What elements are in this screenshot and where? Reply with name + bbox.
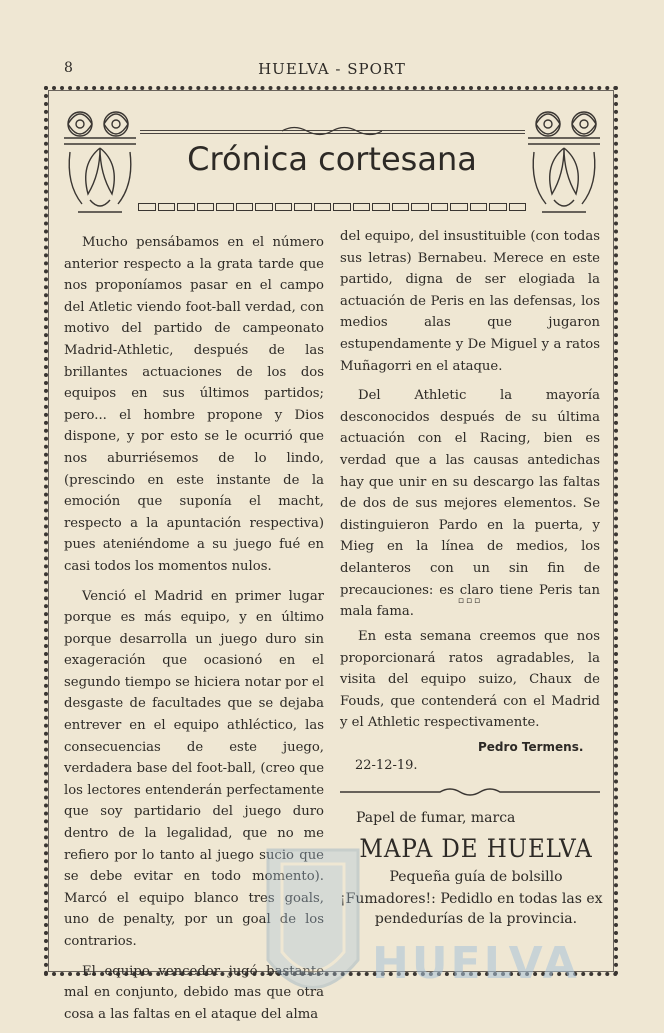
paragraph: Del Athletic la mayoría desconocidos después de su última actuación con el Racing, bien es verdad que a las causas antedichas hay que unir en su descargo las faltas de dos de sus mejores elementos. Se distinguieron Pardo en la puerta, y Mieg en la línea de medios, los delanteros con un sin fin de precauciones: es claro tiene Peris tan mala fama. — [340, 388, 600, 620]
header-center-flourish — [282, 124, 382, 138]
running-title: HUELVA - SPORT — [258, 60, 406, 78]
article-title: Crónica cortesana — [187, 140, 477, 178]
article-right-column-end — [340, 626, 600, 742]
ad-subtitle: Pequeña guía de bolsillo — [389, 869, 563, 885]
ad-line: ¡Fumadores!: Pedidlo en todas las ex — [340, 891, 603, 907]
paragraph: del equipo, del insustituible (con todas sus letras) Bernabeu. Merece en este partido, digna de ser elogiada la actuación de Peris en las defensas, los medios alas que jugaron estupendamente y De Miguel y a ratos Muñagorri en el ataque. — [340, 229, 600, 374]
watermark-text: HUELVA — [372, 938, 580, 989]
ad-brand: MAPA DE HUELVA — [359, 834, 593, 863]
paragraph: En esta semana creemos que nos proporcionará ratos agradables, la visita del equipo suizo, Chaux de Fouds, que contenderá con el Madrid y el Athletic respectivamente. — [340, 629, 600, 731]
paragraph: El equipo vencedor jugó bastante mal en conjunto, debido mas que otra cosa a las faltas en el ataque del alma — [64, 963, 324, 1022]
page-number: 8 — [64, 60, 73, 76]
right-floral-ornament — [524, 104, 604, 216]
ad-line: pendedurías de la provincia. — [374, 911, 578, 927]
ad-intro: Papel de fumar, marca — [356, 810, 516, 826]
section-separator: ▫▫▫ — [457, 596, 483, 606]
article-right-column — [340, 226, 600, 631]
advertisement — [340, 810, 612, 927]
header-chain-border — [138, 203, 526, 213]
divider-rule — [340, 786, 600, 798]
left-floral-ornament — [60, 104, 140, 216]
article-date: 22-12-19. — [355, 758, 418, 773]
author-signature: Pedro Termens. — [478, 740, 584, 754]
paragraph: Mucho pensábamos en el número anterior respecto a la grata tarde que nos proponíamos pasar en el campo del Atletic viendo foot-ball verdad, con motivo del partido de campeonato Madrid-Athletic, después de las brillantes actuaciones de los dos equipos en sus últimos partidos; pero... el hombre propone y Dios dispone, y por esto se le ocurrió que nos aburriésemos de lo lindo, (prescindo en este instante de la emoción que suponía el macht, respecto a la apuntación respectiva) pues ateniéndome a su juego fué en casi todos los momentos nulos. — [64, 235, 324, 574]
library-seal-watermark — [258, 840, 368, 1015]
paragraph: Venció el Madrid en primer lugar porque es más equipo, y en último porque desarrolla un juego duro sin exageración que ocasionó en el segundo tiempo se hiciera notar por el desgaste de facultades que se dejaba entrever en el equipo athléctico, las consecuencias de este juego, verdadera base del foot-ball, (creo que los lectores entenderán perfectamente que soy partidario del juego duro dentro de la legalidad, que no me refiero por lo tanto al juego sucio que se debe evitar en todo momento). Marcó el equipo blanco tres goals, uno de penalty, por un goal de los contrarios. — [64, 588, 324, 949]
